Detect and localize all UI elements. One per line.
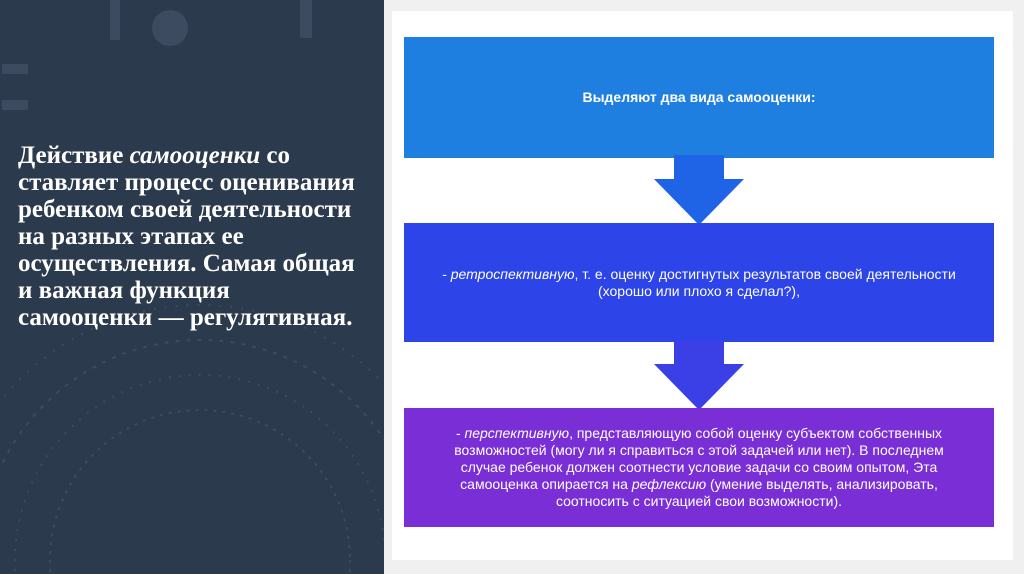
perspective-description: , представляющую собой оценку субъектом собственных возможностей (могу ли я справиться с этой задачей или нет). В последнем случае ребенок должен соотнести условие задачи со своим опытом, Эта самооценка опирается на [454,425,944,492]
perspective-term: перспективную [464,425,570,441]
perspective-dash: - [455,425,465,441]
retrospective-term: ретроспективную [450,265,575,282]
heading-part-3: со ставляет процесс оценивания ребенком своей деятельности на разных этапах ее осуществления. Самая общая и важная функция самооценки — регулятивная. [18,142,355,331]
down-arrow-icon [654,340,744,410]
perspective-text [444,425,954,510]
heading-emphasis-word: самооценки [129,142,261,169]
retrospective-box [404,223,994,342]
perspective-description-end: (умение выделять, анализировать, соотносить с ситуацией свои возможности). [555,476,938,509]
reflection-term: рефлексию [631,476,707,492]
heading-part-1: Действие [18,142,130,169]
retrospective-description: , т. е. оценку достигнутых результатов своей деятельности (хорошо или плохо я сделал?), [574,265,956,299]
perspective-box [404,408,994,527]
down-arrow-icon [654,155,744,225]
two-types-box [404,37,994,158]
main-heading [18,142,368,331]
retrospective-dash: - [442,265,451,282]
two-types-text: Выделяют два вида самооценки: [582,89,816,105]
retrospective-text [424,266,974,300]
left-panel [0,0,384,574]
